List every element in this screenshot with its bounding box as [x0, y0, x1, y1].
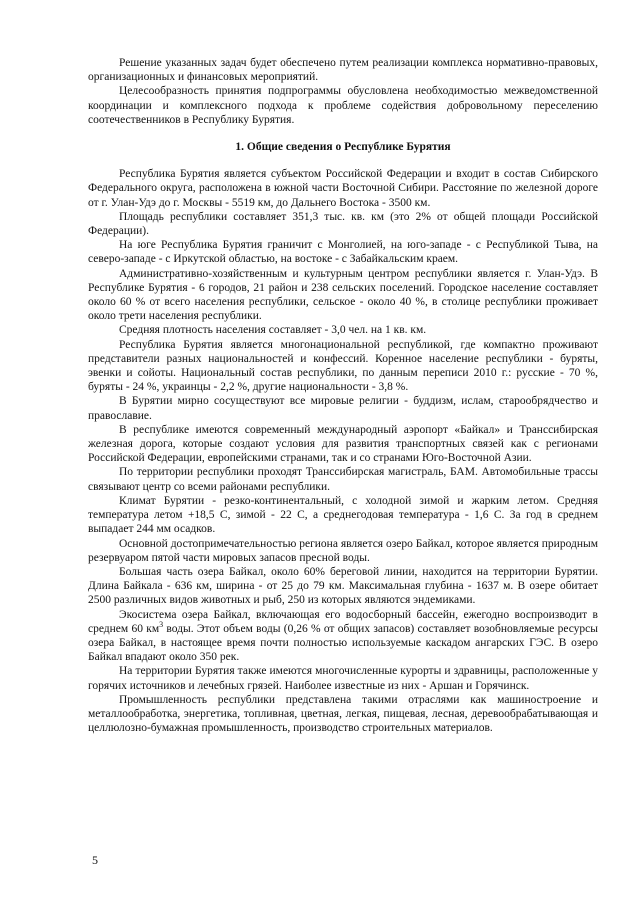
body-paragraph-10: Климат Бурятии - резко-континентальный, с холодной зимой и жарким летом. Средняя температура летом +18,5 С, зимой - 22 С, а среднегодовая температура - 1,6 С. За год в среднем выпадает 244 мм осадков.: [88, 494, 598, 536]
intro-paragraph-1: Решение указанных задач будет обеспечено путем реализации комплекса нормативно-правовых, организационных и финансовых мероприятий.: [88, 57, 598, 84]
section-heading: 1. Общие сведения о Республике Бурятия: [235, 141, 451, 154]
body-paragraph-1: Республика Бурятия является субъектом Российской Федерации и входит в состав Сибирского Федерального округа, расположена в южной части Восточной Сибири. Расстояние по железной дороге от г. Улан-Удэ до г. Москвы - 5519 км, до Дальнего Востока - 3500 км.: [88, 168, 598, 209]
closing-paragraph-1: На территории Бурятия также имеются многочисленные курорты и здравницы, расположенные у горячих источников и лечебных грязей. Наиболее известные из них - Аршан и Горячинск.: [88, 665, 598, 692]
closing-paragraph-2: Промышленность республики представлена такими отраслями как машиностроение и металлообработка, энергетика, топливная, цветная, легкая, пищевая, лесная, деревообрабатывающая и целлюлозно-бумажная промышленность, производство строительных материалов.: [88, 693, 598, 735]
cubic-superscript: 3: [159, 619, 164, 629]
document-page: [88, 56, 598, 735]
page-number: 5: [92, 853, 98, 867]
body-paragraph-7: В Бурятии мирно сосуществуют все мировые религии - буддизм, ислам, старообрядчество и православие.: [88, 395, 598, 422]
body-paragraph-4: Административно-хозяйственным и культурным центром республики является г. Улан-Удэ. В Республике Бурятия - 6 городов, 21 район и 238 сельских поселений. Городское население составляет около 60 % от всего населения республики, сельское - около 40 %, в столице республики проживает около трети населения республики.: [88, 267, 598, 323]
body-paragraph-11: Основной достопримечательностью региона является озеро Байкал, которое является природным резервуаром пятой части мировых запасов пресной воды.: [88, 537, 598, 564]
body-paragraph-8: В республике имеются современный международный аэропорт «Байкал» и Транссибирская железная дорога, которые создают условия для развития транспортных связей как с регионами Российской Федерации, европейскими странами, так и со странами Юго-Восточной Азии.: [88, 423, 598, 465]
body-paragraph-9: По территории республики проходят Транссибирская магистраль, БАМ. Автомобильные трассы связывают центр со всеми районами республики.: [88, 466, 598, 493]
body-paragraph-3: На юге Республика Бурятия граничит с Монголией, на юго-западе - с Республикой Тыва, на северо-западе - с Иркутской областью, на востоке - с Забайкальским краем.: [88, 239, 598, 266]
body-paragraph-12: Большая часть озера Байкал, около 60% береговой линии, находится на территории Бурятии. Длина Байкала - 636 км, ширина - от 25 до 79 км. Максимальная глубина - 1637 м. В озере обитает 2500 различных видов животных и рыб, 250 из которых являются эндемиками.: [88, 565, 598, 607]
ecosystem-text-end: воды. Этот объем воды (0,26 % от общих запасов) составляет возобновляемые ресурсы озера Байкал, в настоящее время почти полностью используемые каскадом ангарских ГЭС. В озеро Байкал впадают около 350 рек.: [88, 622, 599, 664]
body-paragraph-2: Площадь республики составляет 351,3 тыс. кв. км (это 2% от общей площади Российской Федерации).: [88, 210, 598, 238]
intro-paragraph-2: Целесообразность принятия подпрограммы обусловлена необходимостью межведомственной координации и комплексного подхода к проблеме содействия добровольному переселению соотечественников в Республику Бурятия.: [88, 85, 598, 126]
ecosystem-text-start: Экосистема озера Байкал, включающая его водосборный бассейн, ежегодно воспроизводит в среднем 60 км: [88, 608, 598, 635]
body-paragraph-6: Республика Бурятия является многонациональной республикой, где компактно проживают представители разных национальностей и конфессий. Коренное население республики - буряты, эвенки и сойоты. Национальный состав республики, по данным переписи 2010 г.: русские - 70 %, буряты - 24 %, украинцы - 2,2 %, другие национальности - 3,8 %.: [88, 338, 598, 394]
ecosystem-paragraph: [88, 608, 598, 665]
body-paragraph-5: Средняя плотность населения составляет - 3,0 чел. на 1 кв. км.: [119, 324, 427, 337]
